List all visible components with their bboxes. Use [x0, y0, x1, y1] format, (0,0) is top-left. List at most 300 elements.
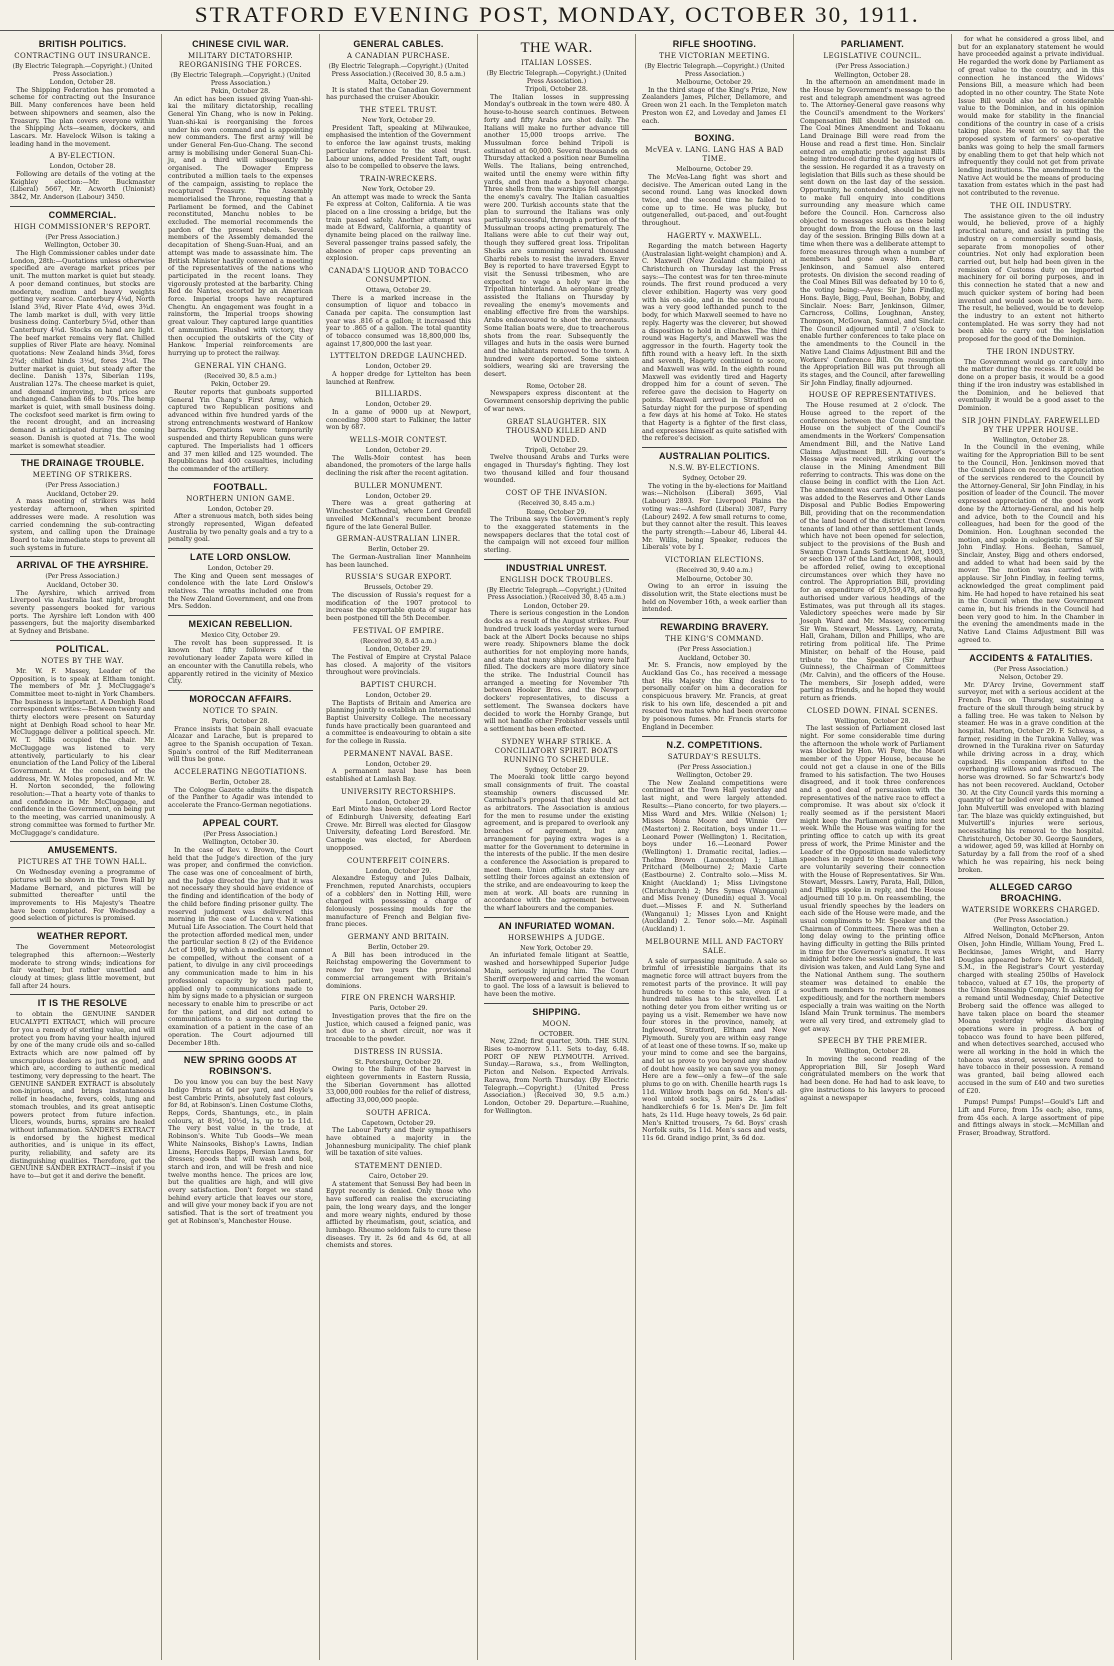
article-body: The King and Queen sent messages of condolence with the late Lord Onslow's relatives. The wreaths included one from the New Zealand Government, and one from Mrs. Seddon.	[168, 571, 313, 611]
article-subheading: COST OF THE INVASION.	[505, 488, 608, 497]
article-dateline: Ottawa, October 29.	[366, 286, 431, 294]
article	[10, 454, 155, 552]
article-subheading: RUSSIA'S SUGAR EXPORT.	[345, 573, 452, 582]
article-dateline: Brussels, October 29.	[364, 584, 433, 592]
article	[642, 39, 787, 125]
article-dateline: London, October 29.	[365, 691, 432, 699]
article-body: Alfred Nelson, Donald McPherson, Anton Olsen, John Hindle, William Young, Fred L. Beckinsae, James Wright, and Harry Douglas appeared before Mr W. G. Riddell, S.M., in the Registrar's Court yesterday charged with stealing 250lbs of Havelock tobacco, valued at £7 10s, the property of the Union Steamship Company. In asking for a remand until Wednesday, Chief Detective Broberg said the offence was alleged to have taken place on board the steamer Moana yesterday while discharging operations were in progress. A box of tobacco was found to have been pilfered, and when detectives searched, accused who were all working in the hold in which the tobacco was stored, seven were found to have tobacco in their possession. A remand was granted, bail being allowed each accused in the sum of £40 and two sureties of £20.	[958, 932, 1104, 1095]
article-subheading: NOTICE TO SPAIN.	[202, 706, 279, 715]
article-dateline: Berlin, October 29.	[367, 546, 430, 554]
article-dateline: Pekin, October 28.	[210, 88, 271, 96]
article-subheading: SIR JOHN FINDLAY. FAREWELLED BY THE UPPER HOUSE.	[961, 416, 1101, 434]
article-credit: (Per Press Association.)	[677, 646, 752, 654]
article-subheading: HORSEWHIPS A JUDGE.	[508, 933, 605, 942]
article-credit: (By Electric Telegraph.—Copyright.) (United Press Association.)	[644, 63, 785, 78]
article	[10, 556, 155, 635]
article	[326, 436, 471, 478]
article-subheading: LYTTELTON DREDGE LAUNCHED.	[329, 352, 468, 361]
article	[10, 152, 155, 201]
article-dateline: Wellington, October 29.	[676, 772, 753, 780]
article-body: The Cologne Gazette admits the dispatch of the Panther to Agadir was intended to accelerate the Franco-German negotiations.	[168, 785, 313, 810]
article	[168, 768, 313, 810]
article-body: After a strenuous match, both sides being strongly represented, Wigan defeated Australia by two penalty goals and a try to a penalty goal.	[168, 512, 313, 544]
article-body: for what he considered a gross libel, and but for an explanatory statement he would have proceeded against a private individual. He regarded the work done by Parliament as of great value to the country, and in this connection he instanced the Widows' Pensions Bill, a measure which had been adopted in no other country. The State Note Issue Bill would also be of considerable value to the Dominion, and in his opinion would make for stability in the financial conditions of the country in case of a crisis taking place. He went on to say that the proposed system of farmers' co-operative banks was going to help the small farmers by enabling them to get that help which not infrequently they could not get from private lending institutions. The amendment to the Native Act would be the means of producing taxation from estates which in the past had not contributed to the revenue.	[958, 35, 1104, 198]
article	[326, 267, 471, 349]
article	[10, 927, 155, 990]
article-headline: MEXICAN REBELLION.	[188, 619, 293, 630]
article-subheading: GREAT SLAUGHTER. SIX THOUSAND KILLED AND WOUNDED.	[506, 417, 607, 444]
article	[484, 1003, 629, 1116]
article-body: A permanent naval base has been established at Lamlash Bay.	[326, 767, 471, 784]
column-4	[478, 34, 636, 1660]
article-body: A statement that Senussi Bey had been in Egypt recently is denied. Only those who have suffered can realise the excruciating pain, the long weary days, and the longer and more weary nights, endured by those afflicted by rheumatism, gout, sciatica, and lumbago. Rheumo seldom fails to cure these diseases. Try it. 2s 6d and 4s 6d, at all chemists and stores.	[326, 1179, 471, 1250]
article-credit: (Received 30, 8.45 a.m.)	[518, 499, 595, 507]
article	[484, 917, 629, 999]
article-dateline: Wellington, October 28.	[834, 1048, 911, 1056]
article-subheading: BULLER MONUMENT.	[354, 481, 443, 490]
article	[168, 548, 313, 611]
article-subheading: A BY-ELECTION.	[49, 152, 116, 161]
newspaper-columns	[4, 34, 1110, 1660]
article-dateline: Melbourne, October 29.	[676, 166, 753, 174]
article-dateline: Sydney, October 29.	[524, 766, 589, 774]
article-body: An edict has been issued giving Yuan-shi-kai the military dictatorship, recalling General Yin Chang, who is now in Peking. Yuan-shi-kai is reorganising the forces under his own command and is appointing new commanders. The first army will be under General Fen-Guo-Chang. The second army is mobilising under General Suan-Chi-ju, and a third will subsequently be organised. The Dowager Empress contributed a million taels to the expenses of the campaign, assisting to replace the recaptured Treasury. The Assembly memorialised the Throne, requesting that a Parliament be formed, and the Cabinet reconstituted, Manchu nobles to be excluded. The memorial recommends the pardon of the present rebels. Several members of the Assembly demanded the decapitation of Sheng-Suan-Huai, and an attempt was made to assassinate him. The British Minister hastily convened a meeting of the representatives of the nations who participated in the recent loans. They vigorously protested at the barbarity. Ching Red de Nantes, escorted by an American force. Imperial troops have recaptured Chengtu. An engagement was fought in a rainstorm, the Imperial troops showing great valour. They captured large quantities of ammunition. Flushed with victory, they then occupied the outskirts of the City of Hankow. Imperial reinforcements are hurrying up to protect the railway.	[168, 94, 313, 357]
article	[326, 1162, 471, 1250]
article-credit: (By Electric Telegraph.—Copyright.) (United Press Association.)	[486, 70, 627, 85]
article-body: Twelve thousand Arabs and Turks were engaged in Thursday's fighting. They lost two thousand killed and four thousand wounded.	[484, 453, 629, 485]
article-body: The Shipping Federation has promoted a scheme for contracting out the Insurance Bill. Many conferences have been held between shipowners and seamen, also the Treasury. The plan covers everyone within the Shipping Acts—seamen, dockers, and Lascars. Mr. Havelock Wilson is taking a leading hand in the movement.	[10, 85, 155, 148]
article-body: The Government Meteorologist telegraphed this afternoon:—Westerly moderate to strong winds; indications for fair weather, but rather unsettled and cloudy at times; glass little movement, but fall after 24 hours.	[10, 943, 155, 990]
article-subheading: A CANADIAN PURCHASE.	[346, 52, 451, 60]
column-rule	[958, 878, 1104, 879]
article-dateline: London, October 29.	[365, 798, 432, 806]
article	[642, 618, 787, 732]
article-body: Do you know you can buy the best Navy Indigo Prints at 6d per yard, and Hoyle's best Cambric Prints, absolutely fast colours, for 8d, at Robinson's. Linen Costume Cloths, Repps, Cords, Shantungs, etc., in plain colours, at 8½d, 10½d, 1s, up to 1s 11d. The very best value in the trade, at Robinson's. White Tub Goods—We mean White Nainsooks, Bishop's Lawns, Indian Linens, Hercules Repps, Persian Lawns, for dresses; goods that will wash and boil, starch and iron, and will be fresh and nice twelve months hence. The prices are low, but the qualities are high, and will give every satisfaction. Don't forget we stand behind every article that leaves our store, and will give your money back if you are not satisfied. That is the sort of treatment you get at Robinson's, Manchester House.	[168, 1078, 313, 1225]
article-credit: (Received 30, 9.40 a.m.)	[676, 567, 753, 575]
article-body: A hopper dredge for Lyttelton has been launched at Renfrew.	[326, 370, 471, 386]
article-body: It is stated that the Canadian Government has purchased the cruiser Aboukir.	[326, 85, 471, 102]
article-headline: GENERAL CABLES.	[353, 39, 444, 49]
column-7	[952, 34, 1110, 1660]
article-body: France insists that Spain shall evacuate Alcazar and Larache, but is prepared to agree to the Spanish occupation of Texan. Spain's control of the Riff Mediterranean will thus be gone.	[168, 724, 313, 764]
article-dateline: Melbourne, October 29.	[676, 79, 753, 87]
article-dateline: Berlin, October 29.	[367, 944, 430, 952]
article-body: The discussion of Russia's request for a modification of the 1907 protocol to increase the exportable quota of sugar has been postponed till the 5th December.	[326, 590, 471, 622]
column-rule	[642, 618, 787, 619]
article-headline: WEATHER REPORT.	[37, 931, 128, 942]
article-body: In the Council in the evening, while waiting for the Appropriation Bill to be sent to the Council, Hon. Jenkinson moved that the Council place on record its appreciation of the services rendered to the Council by the Attorney-General, Sir John Findlay, in his position of leader of the Council. The mover expressed appreciation of the good work done by the Attorney-General, and his help and advice, both to the Council and his colleagues, had been for the good of the Dominion. Hon. Loughnan seconded the motion, and spoke in eulogistic terms of Sir John Findlay. Hons. Beehan, Samuel, Sinclair, Anstey, Bigg and others endorsed, and added to what had been said by the mover. The motion was carried with applause. Sir John Findlay, in feeling terms, acknowledged the great compliment paid him. He had hoped to have retained his seat in the Council when the new Government came in, but his friends in the Council had been very good to him. In the Chamber in the evening the amendments made in the Native Land Claims Adjustment Bill was agreed to.	[958, 443, 1104, 644]
article-body: In the case of Rev. v. Brown, the Court held that the Judge's direction of the jury was proper, and confirmed the conviction. The case was one of concealment of birth, and the Judge directed the jury that it was not necessary they should have evidence of the finding and identification of the body of the child before finding prisoner guilty. The reserved judgment was delivered this morning in the case of Lucena v. National Mutual Life Association. The Court held that the protection afforded medical men, under the particular section 8 (2) of the Evidence Act of 1908, by which a medical man cannot be compelled, without the consent of a patient, to divulge in any civil proceedings any communication made to him in his professional capacity by such patient, applied only to communications made to him by signs made to a physician or surgeon necessary to enable him to prescribe or act for the patient, and did not extend to communications to a surgeon during the examination of a patient in the case of an operation. The Court adjourned till December 18th.	[168, 845, 313, 1047]
article-headline: AUSTRALIAN POLITICS.	[659, 451, 770, 462]
article	[326, 750, 471, 784]
article-headline: LATE LORD ONSLOW.	[190, 552, 291, 563]
article-dateline: Sydney, October 29.	[682, 475, 747, 483]
column-rule	[484, 917, 629, 918]
column-5	[636, 34, 794, 1660]
article-body: Owing to the failure of the harvest in eighteen governments in Eastern Russia, the Siberian Government has allotted 33,000,000 roubles for the relief of distress, affecting 33,000,000 people.	[326, 1065, 471, 1105]
article-headline: IT IS THE RESOLVE	[37, 998, 128, 1009]
article	[326, 1109, 471, 1158]
article-dateline: London, October 29.	[365, 447, 432, 455]
article-credit: (Per Press Association.)	[45, 233, 120, 241]
article	[168, 39, 313, 358]
article-body: Mr. W. F. Massey, Leader of the Opposition, is to speak at Eltham tonight. The members of Mr. J. McCluggage's Committee meet to-night in York Chambers. The business is important. A Denbigh Road correspondent writes:—Between twenty and thirty electors were present on Saturday night at Denbigh Road school to hear Mr. McCluggage deliver a political speech. Mr. W. T. Mills occupied the chair. Mr. McCluggage was listened to very attentively, particularly to his clear enunciation of the Land Policy of the Liberal Government. At the conclusion of the address, Mr. W. Moles proposed, and Mr. W. H. Norton seconded, the following resolution:—That a hearty vote of thanks to and confidence in Mr. McCluggage, and confidence in the Government, on being put to the meeting, was carried unanimously. A strong committee was formed to further Mr. McCluggage's candidature.	[10, 666, 155, 837]
article-body: The Tribuna says the Government's reply to the exaggerated statements in the newspapers declares that the total cost of the campaign will not exceed four million sterling.	[484, 515, 629, 554]
column-rule	[168, 814, 313, 815]
article	[800, 707, 945, 1034]
article-dateline: London, October 29.	[365, 760, 432, 768]
article	[168, 362, 313, 474]
article-dateline: New York, October 29.	[520, 944, 593, 952]
article-credit: (Per Press Association.)	[45, 573, 120, 581]
article-dateline: Rome, October 29.	[526, 508, 587, 516]
article-body: The Labour Party and their sympathisers have obtained a majority in the Johannesburg municipality. The chief plank will be taxation of site values.	[326, 1126, 471, 1158]
article	[326, 535, 471, 569]
article-subheading: MELBOURNE MILL AND FACTORY SALE.	[645, 937, 784, 955]
article-headline: N.Z. COMPETITIONS.	[666, 739, 763, 750]
article-dateline: Nelson, October 29.	[998, 674, 1064, 682]
article-body: President Taft, speaking at Milwaukee, emphasised the intention of the Government to enforce the law against trusts, making particular reference to the steel trust. Labour unions, added President Taft, ought also to be compelled to observe the laws.	[326, 123, 471, 171]
article-subheading: UNIVERSITY RECTORSHIPS.	[340, 787, 457, 796]
article-body: The New Zealand competitions were continued at the Town Hall yesterday and last night, and were largely attended. Results:—Piano concerto, for two players.—Miss Ward and Mrs. Wilkie (Nelson) 1; Misses Mona Moore and Winnie Orr (Masterton) 2. Recitation, boys under 11.—Leonard Power (Wellington) 1. Recitation, boys under 16.—Leonard Power (Wellington) 1. Dramatic recital, ladies.—Thelma Brown (Launceston) 1; Lilian Pritchard (Melbourne) 2; Maxie Carte (Eastbourne) 2. Contralto solo.—Miss M. Knight (Auckland) 1; Miss Livingstone (Christchurch) 2; Mrs Symes (Wanganui) and Miss Iveney (Dunedin) equal 3. Vocal duet.—Misses F. and N. Sutherland (Wanganui) 1; Misses Lyon and Knight (Auckland) 2. Tenor solo.—Mr. Aspinall (Auckland) 1.	[642, 778, 787, 934]
article-credit: (By Electric Telegraph.—Copyright.) (United Press Association.) (Received 30, 8.45 a.m.)	[486, 586, 627, 602]
article	[958, 202, 1104, 344]
article-subheading: MEETING OF STRIKERS.	[32, 471, 133, 480]
article-dateline: London, October 28.	[49, 163, 116, 171]
article-dateline: Tripoli, October 29.	[525, 446, 588, 454]
article-headline: REWARDING BRAVERY.	[660, 622, 769, 633]
article-headline: BOXING.	[694, 133, 735, 144]
article-headline: THE DRAINAGE TROUBLE.	[20, 458, 145, 469]
article-subheading: BILLIARDS.	[375, 390, 422, 399]
article	[326, 175, 471, 263]
article-subheading: ACCELERATING NEGOTIATIONS.	[173, 768, 308, 777]
column-rule	[10, 841, 155, 842]
article-subheading: LEGISLATIVE COUNCIL.	[823, 52, 922, 60]
article	[958, 878, 1104, 1095]
column-rule	[10, 994, 155, 995]
column-rule	[10, 927, 155, 928]
article-body: There is serious congestion in the London docks as a result of the August strikes. Four hundred truck loads yesterday were turned back at the Albert Docks because no ships were ready. Shipowners blame the dock authorities for not employing more hands, and state that many ships leaving were half filled. The dockers are more dilatory since the strike. The Industrial Council has arranged a meeting for November 7th between Hooker Bros. and the Newport dockers' representatives, to discuss a settlement. The Swansea dockers have decided to work the Hornby Grange, but will not handle other Frobisher vessels until a settlement has been effected.	[484, 609, 629, 733]
article-body: to obtain the GENUINE SANDER EUCALYPTI EXTRACT, which will procure for you a remedy of sterling value, and will protect you from having your health injured by one of the many crude oils and so-called Extracts which are now palmed off by unscrupulous dealers as just as good, and which are, according to authentic medical testimony, very depressing to the heart. The GENUINE SANDER EXTRACT is absolutely non-injurious, and brings instantaneous relief in headache, fevers, colds, lung and stomach troubles, and its great antiseptic powers protect from future infection. Ulcers, wounds, burns, sprains are healed without inflammation. SANDER'S EXTRACT is endorsed by the highest medical authorities, and is unique in its effect, purity, reliability, and safety are its distinguishing qualities. Therefore, get the GENUINE SANDER EXTRACT—insist if you have to—but get it and derive the benefit.	[10, 1010, 155, 1181]
article-dateline: Wellington, October 28.	[834, 71, 911, 79]
article-body: Earl Minto has been elected Lord Rector of Edinburgh University, defeating Earl Crewe. Mr. Birrell was elected for Glasgow University, defeating Lord Beresford. Mr. Carnegie was elected, for Aberdeen unopposed.	[326, 805, 471, 852]
article-subheading: McVEA v. LANG. LANG HAS A BAD TIME.	[645, 146, 784, 164]
article	[642, 129, 787, 228]
article	[10, 994, 155, 1180]
article-body: The Festival of Empire at Crystal Palace has closed. A majority of the visitors throughout were provincials.	[326, 652, 471, 677]
article-subheading: THE KING'S COMMAND.	[665, 635, 764, 644]
column-rule	[10, 640, 155, 641]
article-subheading: ENGLISH DOCK TROUBLES.	[499, 575, 614, 584]
article	[168, 814, 313, 1047]
article-dateline: Wellington, October 28.	[993, 436, 1069, 444]
article-subheading: CLOSED DOWN. FINAL SCENES.	[806, 706, 939, 715]
article-subheading: THE IRON INDUSTRY.	[986, 347, 1076, 356]
article	[326, 857, 471, 930]
column-1	[4, 34, 162, 1660]
article-body: Mr. D'Arcy Irvine, Government staff surveyor, met with a serious accident at the French Pass on Thursday, sustaining a fracture of the skull through being struck by a falling tree. He was taken to Nelson by steamer. He was in a grave condition at the hospital. Marton, October 29. F. Schwass, a farmer, residing in the Turakina Valley, was drowned in the Turakina river on Saturday while driving across in a dray, which capsized. His companion drifted to the overhanging willows and was rescued. The horse was drowned. So far Schwartz's body has not been recovered. Auckland, October 30. At the City Council yards this morning a quantity of tar boiled over and a man named John Mulvertill was enveloped with blazing tar. The blaze was quickly extinguished, but Mulvertill's injuries were serious, necessitating his removal to the hospital. Christchurch, October 30. George Saunders, a widower, aged 59, was killed at Hornby on Saturday by a fall from the roof of a shed which he was repairing, his neck being broken.	[958, 680, 1104, 874]
article	[958, 348, 1104, 413]
article-dateline: London, October 29.	[365, 867, 432, 875]
article	[326, 788, 471, 853]
article-headline: ACCIDENTS & FATALITIES.	[969, 652, 1093, 663]
article-subheading: CANADA'S LIQUOR AND TOBACCO CONSUMPTION.	[328, 266, 469, 284]
article	[168, 1051, 313, 1225]
article-dateline: London, October 29.	[207, 505, 274, 513]
column-rule	[10, 556, 155, 557]
article	[484, 383, 629, 414]
article-headline: THE WAR.	[520, 40, 593, 56]
article	[10, 640, 155, 837]
article	[642, 232, 787, 443]
article-body: The last session of Parliament closed last night. For some considerable time during the afternoon the whole work of Parliament was blocked by Hon. Wi Pere, the Maori member of the Upper House, because he could not get a clause in one of the Bills framed to his satisfaction. The two Houses disagreed, and it took three conferences and a good deal of persuasion with the representatives of the native race to effect a compromise. It was about six o'clock it really seemed as if the persistent Maori might keep the Parliament going into next week. While the House was waiting for the printing office to catch up with its great press of work, the Prime Minister and the Leader of the Opposition made valedictory speeches in regard to those members who are voluntarily severing their connection with the House of Representatives. Sir Wm. Stewart, Messrs. Lawry, Parata, Hall, Dillon, and Phillips spoke in reply, and the House adjourned till 10 p.m. On reassembling, the usual friendly speeches by the leaders on each side of the House were made, and the usual compliments to Mr. Speaker and the Chairman of Committees. There was then a long delay owing to the printing office having difficulty in getting the Bills printed in time for the Governor's signature. It was midnight before the session ended, the last division was taken, and Auld Lang Syne and the National Anthem sung. The southern steamer was detained to enable the southern members to reach their homes expeditiously, and for the northern members especially a train was waiting on the North Island Main Trunk terminus. The members were all very tired, and extremely glad to get away.	[800, 724, 945, 1033]
article-subheading: DISTRESS IN RUSSIA.	[353, 1047, 444, 1056]
article-subheading: TRAIN-WRECKERS.	[359, 175, 438, 183]
article-subheading: WELLS-MOIR CONTEST.	[349, 436, 448, 445]
article-subheading: VICTORIAN ELECTIONS.	[664, 556, 765, 565]
article-dateline: London, October 29.	[523, 602, 590, 610]
article-subheading: SPEECH BY THE PREMIER.	[817, 1037, 928, 1046]
article-dateline: Malta, October 29.	[368, 79, 429, 87]
article	[484, 39, 629, 379]
article-body: On Wednesday evening a programme of pictures will be shown in the Town Hall by Madame Bernard, and pictures will be submitted thereafter until the improvements to His Majesty's Theatre have been completed. For Wednesday a good selection of pictures is promised.	[10, 868, 155, 923]
article-headline: BRITISH POLITICS.	[38, 39, 127, 49]
article-subheading: GERMAN-AUSTRALIAN LINER.	[336, 535, 461, 544]
article	[168, 690, 313, 764]
column-rule	[168, 548, 313, 549]
article-body: Owing to an error in issuing the dissolution writ, the State elections must be held on November 16th, a week earlier than intended.	[642, 582, 787, 614]
article	[326, 573, 471, 622]
article-headline: AN INFURIATED WOMAN.	[498, 920, 615, 931]
article	[326, 681, 471, 746]
article-credit: (Per Press Association.)	[993, 917, 1069, 925]
article-body: Regarding the match between Hagerty (Australasian light-weight champion) and A. C. Maxwell (New Zealand champion) at Christchurch on Thursday last the Press says:—The contest was for ten three-minute rounds. The first round produced a very clever exhibition. Hagerty was very good with his on-side, and in the second round was a very good lefthanded punch to the body, for which Maxwell seemed to have no reply. Hagerty was the cleverer, but showed a disposition to hold in clinches. The third round was Hagerty's, and Maxwell was the aggressor in the fourth. Hagerty took the fifth round with a heavy left. In the sixth and seventh, Hagerty continued to score, and Maxwell was wild. In the eighth round Maxwell was evidently tired and Hagerty dropped him for a count of seven. The referee gave the decision to Hagerty on points. Maxwell arrived in Stratford on Saturday night for the purpose of spending a few days at his home at Toko. He states that Hagerty is a fighter of the first class, and expresses himself as quite satisfied with the referee's decision.	[642, 241, 787, 443]
article	[958, 1099, 1104, 1138]
article-headline: INDUSTRIAL UNREST.	[506, 562, 607, 573]
article-headline: POLITICAL.	[56, 643, 109, 654]
article	[326, 39, 471, 102]
article-dateline: Capetown, October 29.	[361, 1119, 436, 1127]
article-subheading: N.S.W. BY-ELECTIONS.	[669, 464, 760, 473]
article-subheading: MILITARY DICTATORSHIP. REORGANISING THE FORCES.	[178, 52, 303, 69]
column-rule	[168, 1051, 313, 1052]
article	[326, 627, 471, 677]
masthead-title: STRATFORD EVENING POST, MONDAY, OCTOBER 30, 1911.	[194, 2, 920, 27]
article-subheading: SATURDAY'S RESULTS.	[667, 752, 762, 761]
article-body: Newspapers express discontent at the Government censorship depriving the public of war news.	[484, 389, 629, 413]
article	[326, 390, 471, 432]
column-rule	[484, 1003, 629, 1004]
article-dateline: London, October 29.	[365, 363, 432, 371]
article-subheading: WATERSIDE WORKERS CHARGED.	[961, 906, 1101, 915]
article-body: The voting in the by-elections for Maitland was:—Nicholson (Liberal) 3695, Vial (Labour) 2893. For Liverpool Plains the voting was:—Ashford (Liberal) 3087, Parry (Labour) 2492. A few small returns to come, but they cannot alter the result. This leaves the party strength:—Labour 46, Liberal 44. Mr. Willis, being Speaker, reduces the Liberals' vote by 1.	[642, 481, 787, 552]
article	[168, 615, 313, 686]
article	[326, 106, 471, 171]
article-body: The McVea-Lang fight was short and decisive. The American outed Lang in the second round. Lang was knocked down twice, and the second time he failed to come up to time. He was plucky, but outgeneralled, out-paced, and out-fought throughout.	[642, 172, 787, 228]
article-credit: (Per Press Association.)	[677, 763, 752, 771]
article-headline: RIFLE SHOOTING.	[672, 39, 757, 49]
article-body: The House resumed at 2 o'clock. The House agreed to the report of the conferences between the Council and the House on the subject of the Council's amendments in the Workers' Compensation Amendment Bill, and the Native Land Claims Adjustment Bill. A Governor's Message was received, striking out the clause in the Mining Amendment Bill referring to contracts. This was done on the clause being in conflict with the Lion Act. The amendment was carried. A new clause was added to the Reserves and Other Lands Disposal and Public Bodies Empowering Bill, providing that on the recommendation of the land board of the district that Crown tenants of land other than settlement lands, which have not been opened for selection, subject to the provisions of the Bush and Swamp Crown Lands Settlement Act, 1903, or section 137 of the Land Act, 1908, should be afforded relief, owing to exceptional circumstances over which they have no control. The Appropriation Bill, providing for an expenditure of £9,559,478, already authorised under various headings of the Estimates, was put through all its stages. Valedictory speeches were made by Sir Joseph Ward and Mr. Massey, concerning Sir Wm. Stewart, Messrs. Lawry, Parata, Hall, Graham, Dillon and Phillips, who are retiring from political life. The Prime Minister, on behalf of the House, paid tribute to the Speaker (Sir Arthur Guinness), the Chairman of Committees (Mr. Calvin), and the officers of the House. The members, Sir Joseph added, were parting as friends, and he hoped they would return as friends.	[800, 401, 945, 703]
article	[484, 559, 629, 734]
article-headline: MOROCCAN AFFAIRS.	[189, 693, 292, 704]
article-headline: AMUSEMENTS.	[47, 845, 118, 856]
article-body: The German-Australian liner Mannheim has been launched.	[326, 552, 471, 569]
article-dateline: OCTOBER.	[538, 1030, 575, 1038]
article-credit: (By Electric Telegraph.—Copyright.) (United Press Association.)	[12, 63, 153, 78]
article-credit: (Received 30, 8.45 a.m.)	[360, 637, 437, 645]
column-rule	[10, 454, 155, 455]
article-body: Following are details of the voting at the Keighley election:—Mr. Buckmaster (Liberal) 5667, Mr. Acworth (Unionist) 3842, Mr. Anderson (Labour) 3450.	[10, 170, 155, 202]
article-dateline: Melbourne, October 30.	[676, 575, 753, 583]
article-dateline: Wellington, October 30.	[202, 839, 279, 847]
article-body: Pumps! Pumps! Pumps!—Gould's Lift and Lift and Force, from 15s each; also, rams, from 45s each. A large assortment of pipe and fittings always in stock.—McMillan and Fraser, Broadway, Stratford.	[958, 1098, 1104, 1138]
article-body: A mass meeting of strikers was held yesterday afternoon, when spirited addresses were made. A resolution was carried condemning the sub-contracting system, and calling upon the Drainage Board to take immediate steps to prevent all such systems in future.	[10, 497, 155, 552]
article-body: The High Commissioner cables under date London, 28th:—Quotations unless otherwise specified are average market prices per unit. The mutton market is quiet but steady. A poor demand continues, but stocks are moderate, medium and heavy weights getting very scarce. Canterbury 4¼d, North Island 3¾d, River Plate 4¼d, ewes 3¾d. The lamb market is dull, with very little business doing. Canterbury 5¼d, other than Canterbury 4¾d. Stocks on hand are light. The beef market remains very flat. Chilled supplies of River Plate are heavy. Nominal quotations: New Zealand hinds 3¾d, fores 2¾d; chilled hinds 3½d, fores 2¾d. The butter market is quiet, but steady after the decline. Danish 137s, Siberian 119s, Australian 127s. The cheese market is quiet, and demand improving, but prices are unchanged. Canadian 68s to 70s. The hemp market is quiet, with small business doing. The cocksfoot seed market is firm owing to the recent drought, and an increasing demand is anticipated during the coming season. Danish is quoted at 71s. The wool market is somewhat steadier.	[10, 249, 155, 450]
article-credit: (By Electric Telegraph.—Copyright.) (United Press Association.)	[170, 72, 311, 87]
article	[800, 1037, 945, 1102]
article-dateline: Pekin, October 29.	[210, 381, 271, 389]
article-subheading: STATEMENT DENIED.	[354, 1162, 443, 1171]
column-2	[162, 34, 320, 1660]
article-dateline: Wellington, October 30.	[44, 242, 121, 250]
article-headline: SHIPPING.	[532, 1006, 581, 1017]
article-credit: (Per Press Association.)	[45, 482, 120, 490]
article-body: There is a marked increase in the consumption of liquor and tobacco in Canada per capita. The consumption last year was .816 of a gallon; it increased this year to .865 of a gallon. The total quantity of tobacco consumed was 18,800,000 lbs, against 17,800,000 the last year.	[326, 293, 471, 348]
article-subheading: NORTHERN UNION GAME.	[186, 494, 295, 503]
article-subheading: COUNTERFEIT COINERS.	[347, 856, 450, 865]
article-subheading: SYDNEY WHARF STRIKE. A CONCILIATORY SPIRIT. BOATS RUNNING TO SCHEDULE.	[494, 737, 619, 764]
article-dateline: London, October 29.	[207, 565, 274, 573]
article-dateline: London, October 29.	[365, 492, 432, 500]
article-body: The Wells-Moir contest has been abandoned, the promoters of the large halls declining the risk after the recent agitation.	[326, 453, 471, 478]
article-body: Investigation proves that the fire on the Justice, which caused a feigned panic, was not due to a short circuit, nor was it traceable to the powder.	[326, 1011, 471, 1043]
article-dateline: Berlin, October 28.	[209, 779, 272, 787]
column-rule	[168, 478, 313, 479]
article-body: In the afternoon an amendment made in the House by Government's message to the rest and telegraph amendment was agreed to. The Attorney-General gave reasons why the Council's amendment to the Workers' Compensation Bill should be insisted on. The Coal Mines Amendment and Tokaanu Land Drainage Bill were read from the House and read a first time. Hon. Sinclair entered an emphatic protest against Bills being introduced during the dying hours of the session. He regarded it as a travesty on legislation that Bills such as these should be sent down on the last day of the session. Opportunity, he contended, should be given to make full enquiry into conditions surrounding any measure which came before the Council. Hon. Carncross also objected to messages such as these being brought down from the House on the last day of the session. Bringing Bills down at a time when there was a deliberate attempt to force measures through when a number of members had gone away. Hon. Barr, Jenkinson, and Samuel also entered protests. On division the second reading of the Coal Mines Bill was defeated by 10 to 6, the voting being:—Ayes: Sir John Findlay, Hons. Bayle, Bigg, Paul, Beehan, Bobby, and Sinclair. Noes: Barr, Jenkinson, Gilmer, Carncross, Collins, Loughnan, Anstey, Thompson, McGowan, Samuel, and Sinclair. The Council adjourned until 7 o'clock to enable further conferences to take place on the amendments to the Council in the Native Land Claims Adjustment Bill and the Workers' Conference Bill. On resumption the Appropriation Bill was put through all its stages, and the Council, after farewelling Sir John Findlay, finally adjourned.	[800, 78, 945, 387]
article-body: The Government would go carefully into the matter during the recess. If it could be done on a proper basis, it would be a good thing if the iron industry was established in the Dominion, and he believed that eventually it would be a good asset to the Dominion.	[958, 357, 1104, 412]
article-body: Reuter reports that gunboats supported General Yin Chang's First Army, which captured two Republican positions and advanced within five hundred yards of the strong entrenchments westward of Hankow barracks. Operations were temporarily suspended and thirty Republican guns were captured. The Imperialists had 1 officers and 37 men killed and 125 wounded. The Republicans had 400 casualties, including the commander of the artillery.	[168, 387, 313, 473]
article	[958, 649, 1104, 875]
article-headline: CHINESE CIVIL WAR.	[192, 39, 289, 49]
column-rule	[958, 649, 1104, 650]
column-rule	[168, 615, 313, 616]
article	[326, 482, 471, 531]
article-subheading: HIGH COMMISSIONER'S REPORT.	[13, 222, 152, 231]
article	[484, 738, 629, 913]
article	[326, 352, 471, 386]
article-subheading: SOUTH AFRICA.	[365, 1108, 432, 1117]
article-dateline: Paris, October 29.	[369, 1005, 428, 1013]
article-body: The assistance given to the oil industry would, he believed, prove of a highly practical nature, and assist in putting the industry on a commercially sound basis, separate from monopolies of other countries. Not only had exploration been carried out, but help had been given in the remission of Customs duty on imported machinery for oil boring purposes, and in this connection he stated that a new and much quicker system of boring had been invented and would soon be at work here. The result, he believed, would be to develop the industry to an extent not hitherto contemplated. He was sorry they had not been able to carry out the legislation proposed for the good of the Dominion.	[958, 211, 1104, 344]
article-body: A sale of surpassing magnitude. A sale so brimful of irresistible bargains that its magnetic force will attract buyers from the remotest parts of the province. It will pay hundreds to come to this sale, even if a hundred miles has to be travelled. Let nothing deter you from either writing us or paying us a visit. Remember we have now four stores in the province, namely, at Inglewood, Stratford, Eltham and New Plymouth. Surely you are within easy range of at least one of these towns. If so, make up your mind to come and see the bargains, and let us prove to you beyond any shadow of doubt how easily we can save you money. Here are a few—only a few—of the sale plums to go on with. Chenille hearth rugs 1s 11d. Willow broth bags on 6d. Men's all-wool untold socks, 3 pairs 2s. Ladies' handkerchiefs 6 for 1s. Men's Dr. Jim felt hats, 2s 11d. Huge heavy towels, 2s 6d pair. Men's Knitted trousers, 7s 6d. Boys' crash Norfolk suits, 5s 11d. Men's sacs and vests, 11s 6d. Grand indigo print, 3s 6d doz.	[642, 956, 787, 1142]
article	[168, 478, 313, 544]
article-headline: ALLEGED CARGO BROACHING.	[989, 882, 1073, 904]
article	[326, 1048, 471, 1105]
article-headline: APPEAL COURT.	[202, 817, 279, 828]
column-rule	[642, 447, 787, 448]
article-body: The revolt has been suppressed. It is known that fifty followers of the revolutionary leader Zapata were killed in an encounter with the Canutilla rebels, who apparently retired in the vicinity of Mexico City.	[168, 638, 313, 686]
article-dateline: Wellington, October 28.	[834, 717, 911, 725]
article-dateline: Auckland, October 30.	[46, 581, 119, 589]
article-subheading: THE OIL INDUSTRY.	[990, 201, 1072, 210]
article-subheading: HAGERTY v. MAXWELL.	[667, 231, 762, 240]
article	[484, 418, 629, 485]
article-subheading: THE VICTORIAN MEETING.	[659, 52, 770, 60]
article-body: Mr. S. Francis, now employed by the Auckland Gas Co., has received a message that His Majesty the King desires to personally confer on him a decoration for conspicuous bravery. Mr. Francis, at great risk to his own life, descended a pit and rescued two mates who had been overcome by poisonous fumes. Mr. Francis starts for England in December.	[642, 661, 787, 731]
article-dateline: London, October 29.	[365, 401, 432, 409]
article-dateline: Tripoli, October 28.	[525, 86, 588, 94]
article-body: There was a great gathering at Winchester Cathedral, where Lord Grenfell unveiled McKennal's recumbent bronze figure of the late General Buller.	[326, 499, 471, 531]
article	[642, 556, 787, 614]
article-dateline: St. Petersburg, October 29.	[354, 1058, 443, 1066]
article-headline: NEW SPRING GOODS AT ROBINSON'S.	[183, 1055, 298, 1077]
article-credit: (Received 30, 8.5 a.m.)	[204, 372, 277, 380]
column-rule	[642, 129, 787, 130]
article-dateline: Mexico City, October 29.	[201, 632, 280, 640]
article	[800, 391, 945, 702]
article	[642, 447, 787, 552]
article-dateline: Paris, October 28.	[211, 717, 270, 725]
article-dateline: Cairo, October 29.	[368, 1173, 429, 1181]
article-body: An infuriated female litigant at Seattle, washed and horsewhipped Superior Judge Main, seriously injuring him. The Court Sheriff overpowered and carried the woman to gaol. The loss of a lawsuit is believed to have been the motive.	[484, 951, 629, 998]
article	[958, 417, 1104, 645]
article	[484, 489, 629, 555]
column-rule	[484, 559, 629, 560]
article	[10, 39, 155, 148]
article	[10, 206, 155, 450]
article	[326, 933, 471, 990]
article-subheading: MOON.	[542, 1019, 571, 1028]
article-credit: (Per Press Association.)	[835, 63, 910, 70]
column-6	[794, 34, 952, 1660]
article-body: In a game of 9000 up at Newport, conceding 3000 start to Falkiner, the latter won by 687.	[326, 408, 471, 432]
article-dateline: Wellington, October 29.	[993, 925, 1069, 933]
article-body: In moving the second reading of the Appropriation Bill, Sir Joseph Ward congratulated members on the work that had been done. He had had to ask leave, to give instructions to his lawyers to proceed against a newspaper	[800, 1055, 945, 1102]
article-subheading: FIRE ON FRENCH WARSHIP.	[341, 994, 456, 1003]
article-headline: ARRIVAL OF THE AYRSHIRE.	[16, 560, 149, 571]
article-body: In the third stage of the King's Prize, New Zealanders James, Pilcher, Dellamore, and Green won 21 each. In the Templeton match Preston won £2, and Loveday and James £1 each.	[642, 85, 787, 125]
article-body: New, 22nd; first quarter, 30th. THE SUN. Rises to-morrow 5.11. Sets to-day, 6.48. PORT OF NEW PLYMOUTH. Arrived. Sunday.—Rarawa, s.s., from Wellington, Picton and Nelson. Expected Arrivals. Rarawa, from North Thursday. (By Electric Telegraph.—Copyright.) (United Press Association.) (Received 30, 9.5 a.m.) London, October 29. Departure.—Ruahine, for Wellington.	[484, 1037, 629, 1115]
column-rule	[168, 690, 313, 691]
article	[642, 736, 787, 934]
article-dateline: Rome, October 28.	[526, 382, 587, 390]
masthead	[0, 0, 1114, 31]
article-subheading: THE STEEL TRUST.	[359, 106, 438, 115]
article-body: A Bill has been introduced in the Reichstag empowering the Government to renew for two years the provisional commercial arrangement with Britain's dominions.	[326, 950, 471, 990]
article-dateline: London, October 28.	[49, 79, 116, 87]
article-subheading: BAPTIST CHURCH.	[360, 680, 437, 689]
article-headline: FOOTBALL.	[213, 481, 268, 492]
article-body: Alexandre Esteguy and Jules Dalbaix, Frenchmen, reputed Anarchists, occupiers of a cobblers' den in Notting Hill, were charged with possessing a charge of feloniously possessing moulds for the manufacture of French and Belgian five-franc pieces.	[326, 874, 471, 929]
article-subheading: NOTES BY THE WAY.	[40, 656, 124, 665]
article-subheading: PICTURES AT THE TOWN HALL.	[17, 858, 148, 867]
article-dateline: New York, October 29.	[362, 186, 435, 193]
article-subheading: HOUSE OF REPRESENTATIVES.	[808, 391, 937, 400]
column-rule	[10, 206, 155, 207]
article-credit: (By Electric Telegraph.—Copyright.) (United Press Association.) (Received 30, 8.5 a.m.)	[328, 63, 469, 78]
article	[642, 938, 787, 1143]
article	[10, 841, 155, 923]
article	[800, 39, 945, 387]
article-subheading: FESTIVAL OF EMPIRE.	[352, 626, 445, 635]
article-subheading: GERMANY AND BRITAIN.	[347, 933, 450, 942]
article-dateline: London, October 29.	[365, 646, 432, 654]
article-headline: COMMERCIAL.	[48, 209, 117, 220]
column-rule	[642, 736, 787, 737]
article-subheading: ITALIAN LOSSES.	[521, 59, 592, 67]
article-subheading: CONTRACTING OUT INSURANCE.	[14, 52, 151, 60]
